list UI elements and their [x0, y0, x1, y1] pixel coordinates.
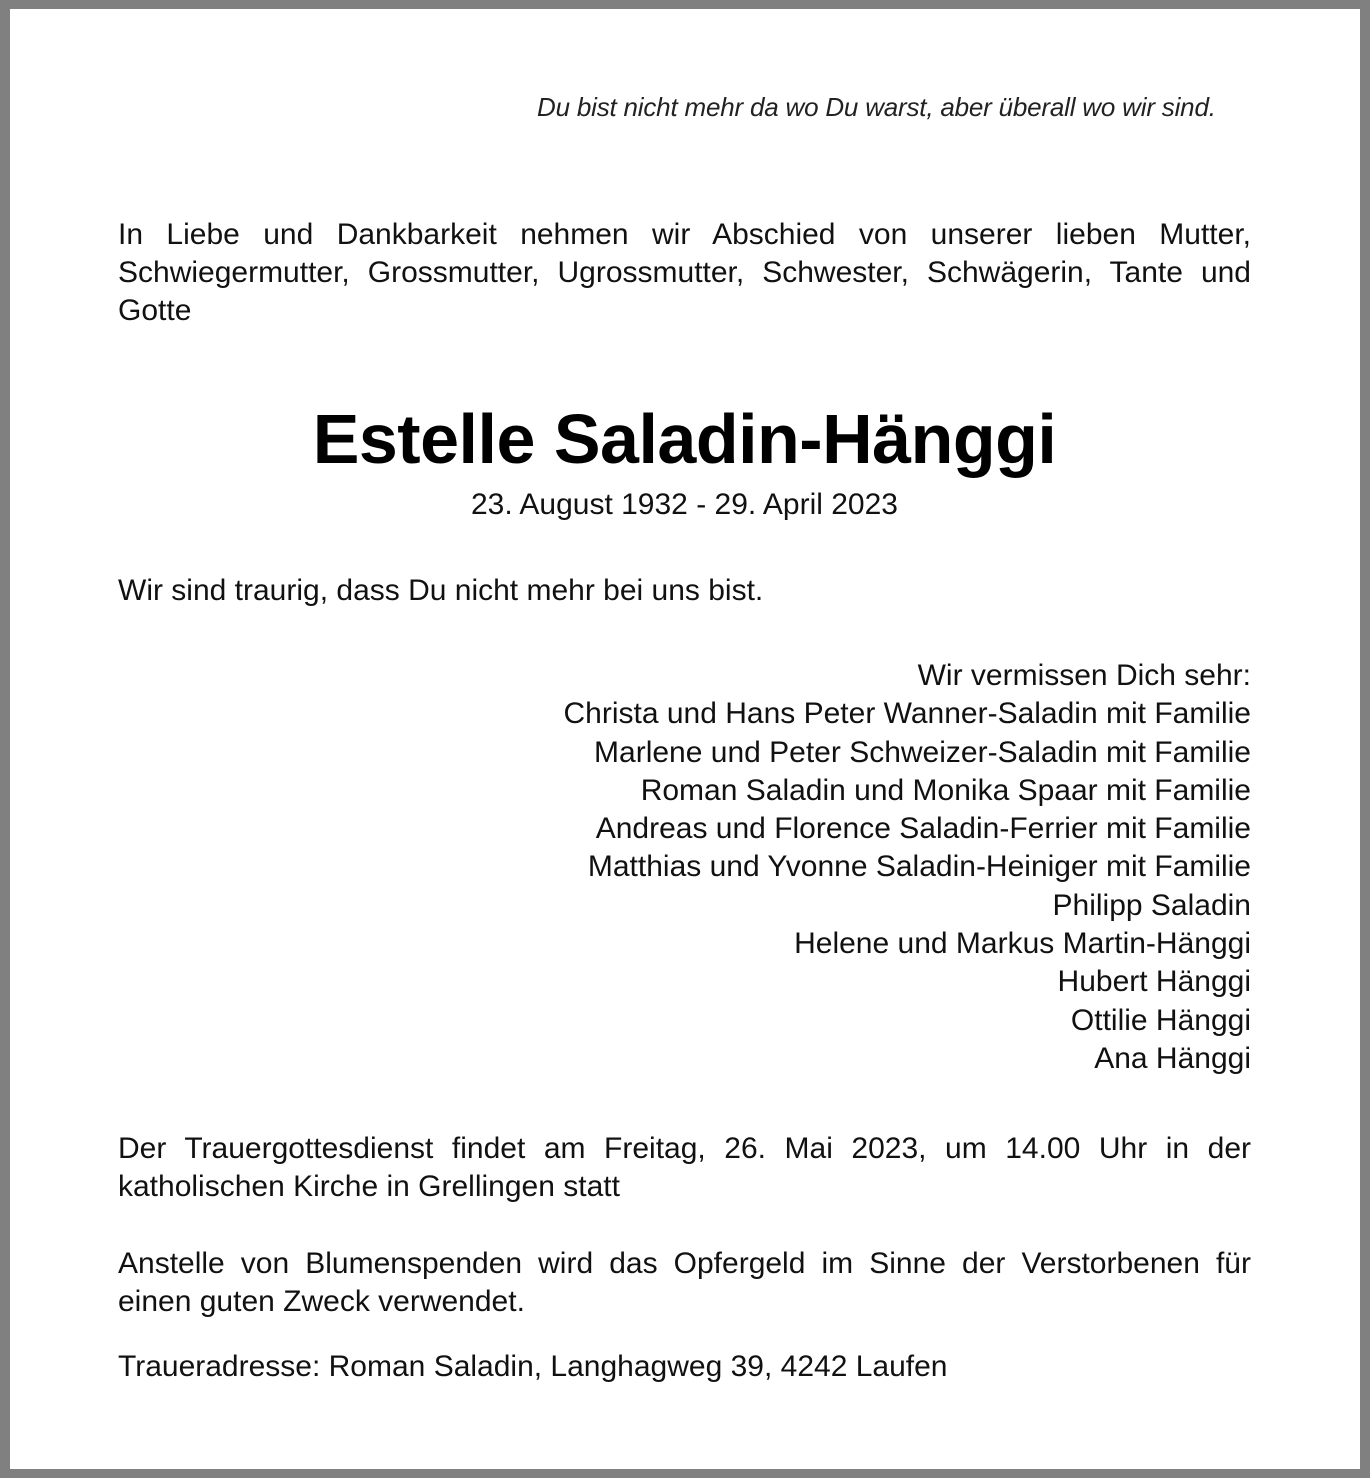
donation-note: Anstelle von Blumenspenden wird das Opfergeld im Sinne der Verstorbenen für einen guten Zweck verwendet. [118, 1247, 1251, 1318]
mourner-item: Christa und Hans Peter Wanner-Saladin mit Familie [563, 697, 1251, 731]
intro-paragraph: In Liebe und Dankbarkeit nehmen wir Abschied von unserer lieben Mutter, Schwiegermutter, Grossmutter, Ugrossmutter, Schwester, Schwägerin, Tante und Gotte [118, 218, 1251, 327]
mourning-address: Traueradresse: Roman Saladin, Langhagweg 39, 4242 Laufen [118, 1350, 948, 1383]
mourner-item: Matthias und Yvonne Saladin-Heiniger mit Familie [587, 850, 1251, 884]
obituary-page [10, 9, 1360, 1469]
mourning-line: Wir sind traurig, dass Du nicht mehr bei uns bist. [118, 574, 764, 607]
life-dates: 23. August 1932 - 29. April 2023 [471, 488, 898, 521]
funeral-service-info: Der Trauergottesdienst findet am Freitag, 26. Mai 2023, um 14.00 Uhr in der katholischen Kirche in Grellingen statt [118, 1132, 1251, 1203]
mourner-item: Roman Saladin und Monika Spaar mit Familie [640, 773, 1251, 807]
motto-quote: Du bist nicht mehr da wo Du warst, aber überall wo wir sind. [537, 92, 1216, 122]
mourners-heading: Wir vermissen Dich sehr: [917, 659, 1251, 692]
mourner-item: Philipp Saladin [1052, 888, 1251, 922]
mourner-item: Helene und Markus Martin-Hänggi [794, 927, 1251, 961]
deceased-name: Estelle Saladin-Hänggi [312, 400, 1057, 478]
mourner-item: Ottilie Hänggi [1070, 1003, 1251, 1037]
mourner-item: Ana Hänggi [1094, 1041, 1251, 1075]
mourner-item: Andreas und Florence Saladin-Ferrier mit Familie [595, 812, 1251, 846]
mourners-list [118, 657, 1251, 1078]
mourner-item: Hubert Hänggi [1057, 965, 1251, 999]
mourner-item: Marlene und Peter Schweizer-Saladin mit Familie [594, 735, 1251, 769]
